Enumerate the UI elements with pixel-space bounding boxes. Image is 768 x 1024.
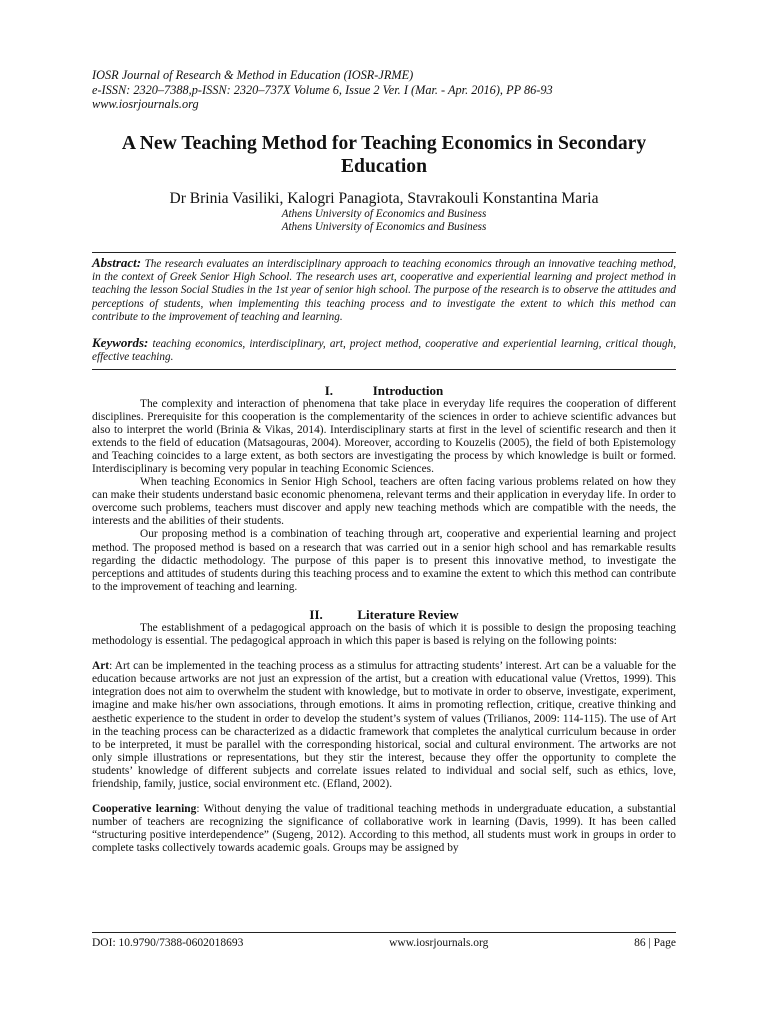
- section-heading-introduction: [92, 384, 676, 398]
- intro-paragraph-2: When teaching Economics in Senior High School, teachers are often facing various problems related on how they can make their students understand basic economic phenomena, relevant terms and their application in everyday life. In order to overcome such problems, teachers must discover and apply new teaching methods which are compatible with the needs, the interests and the abilities of their students.: [92, 476, 676, 528]
- footer-rule: [92, 932, 676, 933]
- keywords: [92, 336, 676, 365]
- paper-title: A New Teaching Method for Teaching Economics in Secondary Education: [121, 132, 647, 177]
- section-number: II.: [309, 606, 323, 622]
- paper-page: [92, 68, 676, 855]
- section-title: Introduction: [372, 382, 444, 398]
- abstract-label: Abstract:: [92, 254, 142, 270]
- art-paragraph: [92, 660, 676, 791]
- section-title: Literature Review: [357, 606, 459, 622]
- cooperative-learning-text: : Without denying the value of traditional teaching methods in undergraduate education, a substantial number of teachers are recognizing the significance of collaborative work in learning (Davis, 1999). It has been called “structuring positive interdependence” (Sugeng, 2012). According to this method, all students must work in groups in order to complete tasks collectively towards academic goals. Groups may be assigned by: [92, 803, 676, 855]
- art-label: Art: [92, 660, 110, 673]
- art-text: : Art can be implemented in the teaching process as a stimulus for attracting students’ interest. Art can be a valuable for the education because artworks are not just an expression of the artist, but a creation with educational value (Vrettos, 1999). This integration does not aim to overwhelm the student with knowledge, but to motivate in order to observe, investigate, experiment, imagine and make his/her own associations, through emotions. It aims in promoting reflection, critique, creative thinking and aesthetic experience to the student in order to develop the student’s system of values (Trilianos, 2009: 114-115). The use of Art in the teaching process can be characterized as a didactic framework that completes the analytical curriculum because in order to be interpreted, it must be parallel with the corresponding historical, social and cultural environment. The artworks are not only simple illustrations or representations, but they stir the interest, because they offer the opportunity to complete the students’ knowledge of different subjects and correlate issues related to individual and social self, such as ethics, love, friendship, family, justice, social environment etc. (Efland, 2002).: [92, 660, 676, 790]
- cooperative-learning-label: Cooperative learning: [92, 803, 197, 816]
- section-number: I.: [324, 382, 334, 398]
- cooperative-learning-paragraph: [92, 803, 676, 855]
- intro-paragraph-1: The complexity and interaction of phenomena that take place in everyday life requires the cooperation of different disciplines. Prerequisite for this cooperation is the complementarity of the sciences in order to achieve scientific advances but also to interpret the world (Brinia & Vikas, 2014). Interdisciplinary starts at first in the level of scientific research and then it extends to the field of education (Matsagouras, 2004). Moreover, according to Kouzelis (2005), the field of both Epistemology and Teaching coincides to a large extent, as both sectors are investigating the process by which knowledge is built or formed. Interdisciplinary is becoming very popular in teaching Economic Sciences.: [92, 397, 676, 475]
- affiliation-2: Athens University of Economics and Business: [281, 220, 487, 233]
- journal-issn: e-ISSN: 2320–7388,p-ISSN: 2320–737X Volume 6, Issue 2 Ver. I (Mar. - Apr. 2016), PP 86-93: [92, 82, 553, 97]
- intro-paragraph-3: Our proposing method is a combination of teaching through art, cooperative and experiential learning and project method. The proposed method is based on a research that was carried out in a senior high school and has remarkable results regarding the didactic methodology. The purpose of this paper is to present this innovative method, to investigate the perceptions and attitudes of students during this teaching process and to examine the extent to which this method can contribute to the improvement of teaching and learning.: [92, 528, 676, 593]
- footer-page-number: 86 | Page: [634, 937, 676, 949]
- journal-site: www.iosrjournals.org: [92, 97, 199, 111]
- abstract-rule: [92, 252, 676, 253]
- footer-site: www.iosrjournals.org: [389, 937, 489, 949]
- abstract-text: The research evaluates an interdisciplinary approach to teaching economics through an innovative teaching method, in the context of Greek Senior High School. The research uses art, cooperative and experiential learning and project method in teaching the lesson Social Studies in the 1st year of senior high school. The purpose of the research is to observe the attitudes and perceptions of students, when implementing this teaching process and to investigate the extent to which this method can contribute to the improvement of teaching and learning.: [92, 257, 676, 324]
- keywords-text: teaching economics, interdisciplinary, art, project method, cooperative and experiential learning, critical though, effective teaching.: [92, 337, 676, 364]
- keywords-label: Keywords:: [92, 334, 149, 350]
- lit-paragraph-1: The establishment of a pedagogical approach on the basis of which it is possible to design the proposing teaching methodology is essential. The pedagogical approach in which this paper is based is relying on the following points:: [92, 621, 676, 648]
- journal-name: IOSR Journal of Research & Method in Education (IOSR-JRME): [92, 68, 414, 82]
- keywords-rule: [92, 369, 676, 370]
- abstract: [92, 256, 676, 325]
- authors: Dr Brinia Vasiliki, Kalogri Panagiota, Stavrakouli Konstantina Maria: [169, 189, 599, 207]
- page-footer: [92, 937, 676, 949]
- journal-header: [92, 68, 676, 112]
- footer-doi: DOI: 10.9790/7388-0602018693: [92, 937, 244, 949]
- section-heading-literature-review: [92, 608, 676, 622]
- affiliation-1: Athens University of Economics and Business: [281, 207, 487, 220]
